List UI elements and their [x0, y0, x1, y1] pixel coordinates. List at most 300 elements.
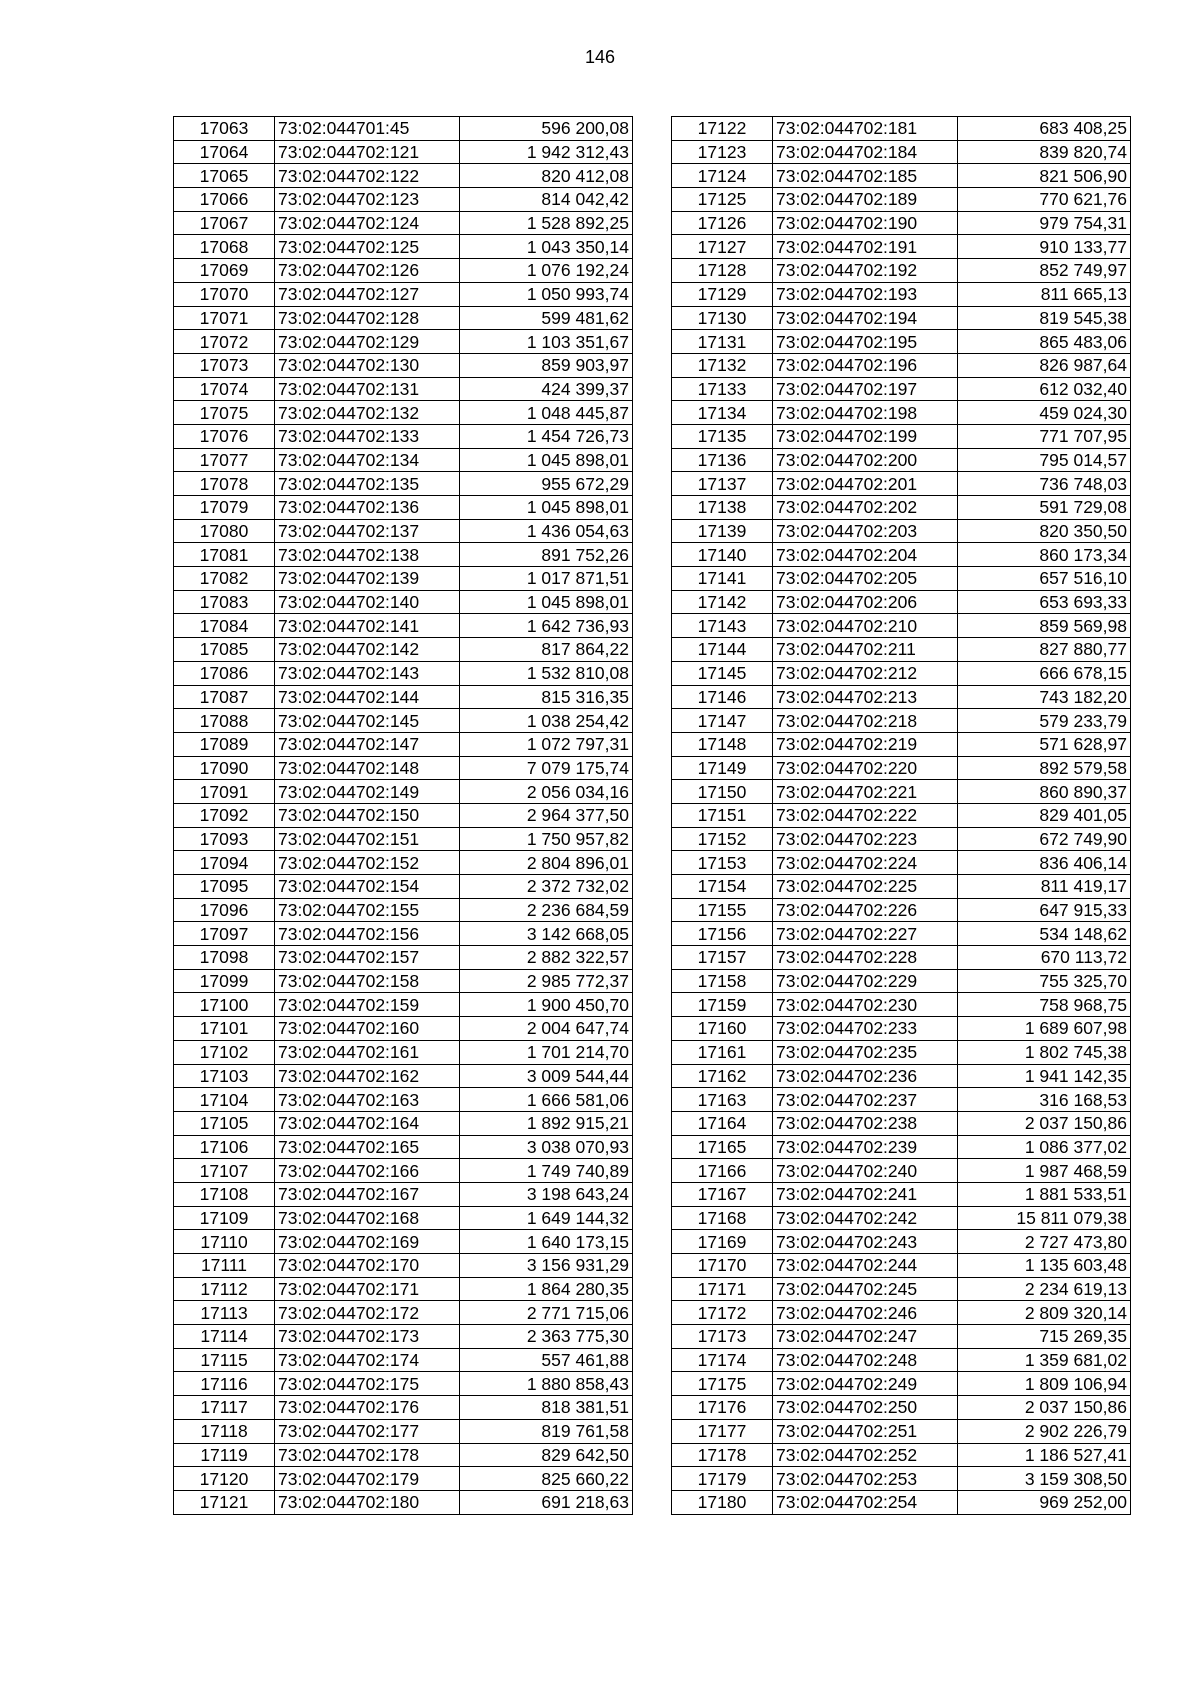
cadastral-value: 316 168,53 [958, 1088, 1131, 1112]
cadastral-number: 73:02:044702:123 [275, 188, 460, 212]
row-number: 17151 [672, 803, 773, 827]
cadastral-number: 73:02:044702:223 [773, 827, 958, 851]
table-row [174, 1325, 633, 1349]
cadastral-number: 73:02:044702:171 [275, 1277, 460, 1301]
cadastral-value: 1 802 745,38 [958, 1040, 1131, 1064]
cadastral-value: 819 761,58 [460, 1419, 633, 1443]
cadastral-value: 795 014,57 [958, 448, 1131, 472]
cadastral-value: 1 749 740,89 [460, 1159, 633, 1183]
table-row [174, 1419, 633, 1443]
table-row [174, 282, 633, 306]
row-number: 17118 [174, 1419, 275, 1443]
cadastral-value: 826 987,64 [958, 353, 1131, 377]
cadastral-value: 1 528 892,25 [460, 211, 633, 235]
cadastral-value: 955 672,29 [460, 472, 633, 496]
row-number: 17127 [672, 235, 773, 259]
cadastral-number: 73:02:044702:129 [275, 330, 460, 354]
cadastral-value: 820 412,08 [460, 164, 633, 188]
row-number: 17092 [174, 803, 275, 827]
cadastral-number: 73:02:044702:238 [773, 1111, 958, 1135]
cadastral-number: 73:02:044702:133 [275, 424, 460, 448]
table-row [672, 1348, 1131, 1372]
table-row [174, 259, 633, 283]
row-number: 17107 [174, 1159, 275, 1183]
row-number: 17113 [174, 1301, 275, 1325]
cadastral-value: 1 050 993,74 [460, 282, 633, 306]
row-number: 17179 [672, 1467, 773, 1491]
row-number: 17124 [672, 164, 773, 188]
table-row [672, 1372, 1131, 1396]
row-number: 17081 [174, 543, 275, 567]
cadastral-number: 73:02:044702:131 [275, 377, 460, 401]
row-number: 17114 [174, 1325, 275, 1349]
cadastral-number: 73:02:044702:251 [773, 1419, 958, 1443]
cadastral-value: 814 042,42 [460, 188, 633, 212]
row-number: 17100 [174, 993, 275, 1017]
row-number: 17096 [174, 898, 275, 922]
cadastral-number: 73:02:044702:230 [773, 993, 958, 1017]
row-number: 17131 [672, 330, 773, 354]
table-row [174, 567, 633, 591]
cadastral-number: 73:02:044702:225 [773, 875, 958, 899]
cadastral-number: 73:02:044702:158 [275, 969, 460, 993]
row-number: 17066 [174, 188, 275, 212]
cadastral-number: 73:02:044702:195 [773, 330, 958, 354]
cadastral-value: 827 880,77 [958, 638, 1131, 662]
cadastral-value: 1 045 898,01 [460, 590, 633, 614]
row-number: 17147 [672, 709, 773, 733]
row-number: 17087 [174, 685, 275, 709]
table-row [174, 780, 633, 804]
table-row [174, 1111, 633, 1135]
table-row [672, 448, 1131, 472]
cadastral-number: 73:02:044702:143 [275, 661, 460, 685]
cadastral-value: 860 890,37 [958, 780, 1131, 804]
cadastral-number: 73:02:044702:157 [275, 946, 460, 970]
row-number: 17077 [174, 448, 275, 472]
cadastral-number: 73:02:044702:138 [275, 543, 460, 567]
cadastral-number: 73:02:044702:137 [275, 519, 460, 543]
row-number: 17091 [174, 780, 275, 804]
cadastral-number: 73:02:044702:189 [773, 188, 958, 212]
table-row [672, 353, 1131, 377]
cadastral-value: 2 037 150,86 [958, 1396, 1131, 1420]
table-row [174, 685, 633, 709]
cadastral-number: 73:02:044702:173 [275, 1325, 460, 1349]
table-row [672, 282, 1131, 306]
cadastral-number: 73:02:044702:160 [275, 1017, 460, 1041]
cadastral-value: 1 038 254,42 [460, 709, 633, 733]
register-table-right [671, 116, 1131, 1515]
cadastral-number: 73:02:044702:172 [275, 1301, 460, 1325]
table-row [174, 875, 633, 899]
table-row [672, 1277, 1131, 1301]
cadastral-value: 1 359 681,02 [958, 1348, 1131, 1372]
table-row [672, 993, 1131, 1017]
cadastral-value: 612 032,40 [958, 377, 1131, 401]
row-number: 17072 [174, 330, 275, 354]
cadastral-number: 73:02:044702:164 [275, 1111, 460, 1135]
cadastral-number: 73:02:044702:168 [275, 1206, 460, 1230]
cadastral-value: 691 218,63 [460, 1490, 633, 1514]
table-row [174, 969, 633, 993]
cadastral-value: 891 752,26 [460, 543, 633, 567]
cadastral-value: 657 516,10 [958, 567, 1131, 591]
table-row [672, 685, 1131, 709]
table-row [672, 851, 1131, 875]
table-row [672, 1182, 1131, 1206]
cadastral-number: 73:02:044702:239 [773, 1135, 958, 1159]
table-row [174, 1206, 633, 1230]
row-number: 17071 [174, 306, 275, 330]
table-row [672, 188, 1131, 212]
row-number: 17180 [672, 1490, 773, 1514]
table-row [174, 661, 633, 685]
cadastral-number: 73:02:044702:148 [275, 756, 460, 780]
cadastral-number: 73:02:044702:128 [275, 306, 460, 330]
register-table-left [173, 116, 633, 1515]
row-number: 17163 [672, 1088, 773, 1112]
cadastral-value: 2 056 034,16 [460, 780, 633, 804]
row-number: 17098 [174, 946, 275, 970]
cadastral-number: 73:02:044702:154 [275, 875, 460, 899]
row-number: 17177 [672, 1419, 773, 1443]
table-row [174, 306, 633, 330]
row-number: 17149 [672, 756, 773, 780]
cadastral-value: 815 316,35 [460, 685, 633, 709]
cadastral-value: 821 506,90 [958, 164, 1131, 188]
cadastral-number: 73:02:044702:159 [275, 993, 460, 1017]
cadastral-number: 73:02:044701:45 [275, 117, 460, 141]
cadastral-value: 3 009 544,44 [460, 1064, 633, 1088]
row-number: 17084 [174, 614, 275, 638]
cadastral-value: 7 079 175,74 [460, 756, 633, 780]
cadastral-number: 73:02:044702:145 [275, 709, 460, 733]
cadastral-number: 73:02:044702:190 [773, 211, 958, 235]
table-row [672, 306, 1131, 330]
row-number: 17069 [174, 259, 275, 283]
cadastral-number: 73:02:044702:198 [773, 401, 958, 425]
cadastral-value: 1 072 797,31 [460, 732, 633, 756]
cadastral-number: 73:02:044702:246 [773, 1301, 958, 1325]
cadastral-number: 73:02:044702:176 [275, 1396, 460, 1420]
row-number: 17172 [672, 1301, 773, 1325]
table-row [672, 969, 1131, 993]
cadastral-number: 73:02:044702:177 [275, 1419, 460, 1443]
cadastral-number: 73:02:044702:144 [275, 685, 460, 709]
table-row [672, 140, 1131, 164]
row-number: 17132 [672, 353, 773, 377]
cadastral-value: 1 043 350,14 [460, 235, 633, 259]
table-row [672, 496, 1131, 520]
table-row [174, 472, 633, 496]
row-number: 17108 [174, 1182, 275, 1206]
table-row [672, 1064, 1131, 1088]
cadastral-number: 73:02:044702:254 [773, 1490, 958, 1514]
table-row [672, 1230, 1131, 1254]
table-row [174, 1064, 633, 1088]
cadastral-number: 73:02:044702:201 [773, 472, 958, 496]
cadastral-value: 3 038 070,93 [460, 1135, 633, 1159]
cadastral-value: 15 811 079,38 [958, 1206, 1131, 1230]
table-row [672, 1443, 1131, 1467]
cadastral-value: 1 135 603,48 [958, 1254, 1131, 1278]
table-row [672, 164, 1131, 188]
row-number: 17075 [174, 401, 275, 425]
cadastral-value: 1 809 106,94 [958, 1372, 1131, 1396]
table-row [174, 756, 633, 780]
table-row [174, 946, 633, 970]
cadastral-value: 3 198 643,24 [460, 1182, 633, 1206]
row-number: 17093 [174, 827, 275, 851]
row-number: 17106 [174, 1135, 275, 1159]
cadastral-value: 820 350,50 [958, 519, 1131, 543]
cadastral-value: 1 987 468,59 [958, 1159, 1131, 1183]
row-number: 17173 [672, 1325, 773, 1349]
row-number: 17119 [174, 1443, 275, 1467]
table-row [174, 1348, 633, 1372]
cadastral-value: 1 454 726,73 [460, 424, 633, 448]
cadastral-number: 73:02:044702:185 [773, 164, 958, 188]
cadastral-value: 672 749,90 [958, 827, 1131, 851]
cadastral-number: 73:02:044702:210 [773, 614, 958, 638]
cadastral-value: 770 621,76 [958, 188, 1131, 212]
row-number: 17085 [174, 638, 275, 662]
cadastral-value: 860 173,34 [958, 543, 1131, 567]
row-number: 17115 [174, 1348, 275, 1372]
cadastral-number: 73:02:044702:136 [275, 496, 460, 520]
row-number: 17164 [672, 1111, 773, 1135]
cadastral-value: 1 880 858,43 [460, 1372, 633, 1396]
cadastral-number: 73:02:044702:147 [275, 732, 460, 756]
table-row [174, 164, 633, 188]
cadastral-number: 73:02:044702:228 [773, 946, 958, 970]
cadastral-number: 73:02:044702:224 [773, 851, 958, 875]
cadastral-value: 2 985 772,37 [460, 969, 633, 993]
row-number: 17111 [174, 1254, 275, 1278]
table-row [672, 1325, 1131, 1349]
cadastral-value: 979 754,31 [958, 211, 1131, 235]
row-number: 17150 [672, 780, 773, 804]
cadastral-number: 73:02:044702:125 [275, 235, 460, 259]
table-row [672, 1159, 1131, 1183]
cadastral-number: 73:02:044702:241 [773, 1182, 958, 1206]
cadastral-value: 1 666 581,06 [460, 1088, 633, 1112]
table-row [672, 1017, 1131, 1041]
cadastral-value: 859 569,98 [958, 614, 1131, 638]
cadastral-value: 2 037 150,86 [958, 1111, 1131, 1135]
table-row [174, 1467, 633, 1491]
table-row [174, 614, 633, 638]
table-row [174, 519, 633, 543]
cadastral-number: 73:02:044702:156 [275, 922, 460, 946]
cadastral-number: 73:02:044702:149 [275, 780, 460, 804]
row-number: 17120 [174, 1467, 275, 1491]
table-row [672, 638, 1131, 662]
cadastral-value: 1 017 871,51 [460, 567, 633, 591]
cadastral-value: 1 701 214,70 [460, 1040, 633, 1064]
cadastral-value: 2 363 775,30 [460, 1325, 633, 1349]
cadastral-value: 666 678,15 [958, 661, 1131, 685]
table-row [672, 1111, 1131, 1135]
row-number: 17176 [672, 1396, 773, 1420]
table-row [672, 424, 1131, 448]
cadastral-value: 1 864 280,35 [460, 1277, 633, 1301]
row-number: 17073 [174, 353, 275, 377]
cadastral-value: 1 076 192,24 [460, 259, 633, 283]
table-row [174, 1372, 633, 1396]
table-row [672, 330, 1131, 354]
table-row [174, 1301, 633, 1325]
row-number: 17112 [174, 1277, 275, 1301]
row-number: 17104 [174, 1088, 275, 1112]
cadastral-number: 73:02:044702:226 [773, 898, 958, 922]
table-row [174, 1230, 633, 1254]
cadastral-value: 1 048 445,87 [460, 401, 633, 425]
row-number: 17155 [672, 898, 773, 922]
cadastral-value: 811 419,17 [958, 875, 1131, 899]
row-number: 17146 [672, 685, 773, 709]
table-row [672, 117, 1131, 141]
row-number: 17083 [174, 590, 275, 614]
cadastral-value: 2 234 619,13 [958, 1277, 1131, 1301]
cadastral-number: 73:02:044702:206 [773, 590, 958, 614]
row-number: 17094 [174, 851, 275, 875]
row-number: 17142 [672, 590, 773, 614]
table-row [672, 898, 1131, 922]
cadastral-number: 73:02:044702:175 [275, 1372, 460, 1396]
cadastral-number: 73:02:044702:202 [773, 496, 958, 520]
row-number: 17143 [672, 614, 773, 638]
table-row [174, 1017, 633, 1041]
cadastral-number: 73:02:044702:253 [773, 1467, 958, 1491]
row-number: 17125 [672, 188, 773, 212]
cadastral-number: 73:02:044702:139 [275, 567, 460, 591]
row-number: 17178 [672, 1443, 773, 1467]
cadastral-number: 73:02:044702:155 [275, 898, 460, 922]
cadastral-number: 73:02:044702:152 [275, 851, 460, 875]
cadastral-number: 73:02:044702:244 [773, 1254, 958, 1278]
cadastral-number: 73:02:044702:235 [773, 1040, 958, 1064]
cadastral-value: 2 804 896,01 [460, 851, 633, 875]
table-row [174, 448, 633, 472]
row-number: 17088 [174, 709, 275, 733]
table-row [672, 543, 1131, 567]
row-number: 17097 [174, 922, 275, 946]
table-row [174, 1277, 633, 1301]
table-row [174, 993, 633, 1017]
row-number: 17161 [672, 1040, 773, 1064]
cadastral-value: 424 399,37 [460, 377, 633, 401]
cadastral-number: 73:02:044702:140 [275, 590, 460, 614]
table-row [672, 1206, 1131, 1230]
table-row [174, 1396, 633, 1420]
cadastral-value: 1 045 898,01 [460, 448, 633, 472]
table-row [672, 1490, 1131, 1514]
row-number: 17158 [672, 969, 773, 993]
cadastral-value: 2 727 473,80 [958, 1230, 1131, 1254]
row-number: 17123 [672, 140, 773, 164]
table-row [672, 1467, 1131, 1491]
table-row [672, 1419, 1131, 1443]
cadastral-number: 73:02:044702:124 [275, 211, 460, 235]
cadastral-number: 73:02:044702:229 [773, 969, 958, 993]
table-row [174, 709, 633, 733]
cadastral-value: 534 148,62 [958, 922, 1131, 946]
row-number: 17065 [174, 164, 275, 188]
register-table-left-body [174, 117, 633, 1515]
row-number: 17138 [672, 496, 773, 520]
cadastral-value: 811 665,13 [958, 282, 1131, 306]
table-row [672, 519, 1131, 543]
table-row [672, 259, 1131, 283]
table-row [672, 567, 1131, 591]
cadastral-number: 73:02:044702:204 [773, 543, 958, 567]
cadastral-number: 73:02:044702:205 [773, 567, 958, 591]
cadastral-number: 73:02:044702:127 [275, 282, 460, 306]
row-number: 17154 [672, 875, 773, 899]
cadastral-number: 73:02:044702:243 [773, 1230, 958, 1254]
cadastral-value: 459 024,30 [958, 401, 1131, 425]
cadastral-number: 73:02:044702:227 [773, 922, 958, 946]
cadastral-value: 736 748,03 [958, 472, 1131, 496]
table-row [174, 1254, 633, 1278]
cadastral-number: 73:02:044702:221 [773, 780, 958, 804]
cadastral-number: 73:02:044702:196 [773, 353, 958, 377]
cadastral-number: 73:02:044702:242 [773, 1206, 958, 1230]
table-row [672, 875, 1131, 899]
cadastral-number: 73:02:044702:122 [275, 164, 460, 188]
table-row [174, 377, 633, 401]
cadastral-number: 73:02:044702:193 [773, 282, 958, 306]
table-row [672, 211, 1131, 235]
cadastral-value: 829 642,50 [460, 1443, 633, 1467]
cadastral-value: 758 968,75 [958, 993, 1131, 1017]
row-number: 17063 [174, 117, 275, 141]
cadastral-value: 1 186 527,41 [958, 1443, 1131, 1467]
cadastral-number: 73:02:044702:213 [773, 685, 958, 709]
cadastral-number: 73:02:044702:219 [773, 732, 958, 756]
cadastral-value: 3 156 931,29 [460, 1254, 633, 1278]
cadastral-value: 892 579,58 [958, 756, 1131, 780]
cadastral-value: 2 372 732,02 [460, 875, 633, 899]
cadastral-number: 73:02:044702:249 [773, 1372, 958, 1396]
cadastral-number: 73:02:044702:169 [275, 1230, 460, 1254]
table-row [174, 353, 633, 377]
row-number: 17064 [174, 140, 275, 164]
table-row [672, 946, 1131, 970]
row-number: 17067 [174, 211, 275, 235]
table-row [174, 1040, 633, 1064]
row-number: 17133 [672, 377, 773, 401]
table-row [174, 117, 633, 141]
cadastral-value: 859 903,97 [460, 353, 633, 377]
row-number: 17159 [672, 993, 773, 1017]
row-number: 17135 [672, 424, 773, 448]
row-number: 17167 [672, 1182, 773, 1206]
cadastral-value: 743 182,20 [958, 685, 1131, 709]
cadastral-value: 683 408,25 [958, 117, 1131, 141]
cadastral-value: 579 233,79 [958, 709, 1131, 733]
cadastral-value: 1 640 173,15 [460, 1230, 633, 1254]
row-number: 17134 [672, 401, 773, 425]
row-number: 17140 [672, 543, 773, 567]
row-number: 17068 [174, 235, 275, 259]
cadastral-value: 2 236 684,59 [460, 898, 633, 922]
row-number: 17157 [672, 946, 773, 970]
row-number: 17090 [174, 756, 275, 780]
row-number: 17165 [672, 1135, 773, 1159]
